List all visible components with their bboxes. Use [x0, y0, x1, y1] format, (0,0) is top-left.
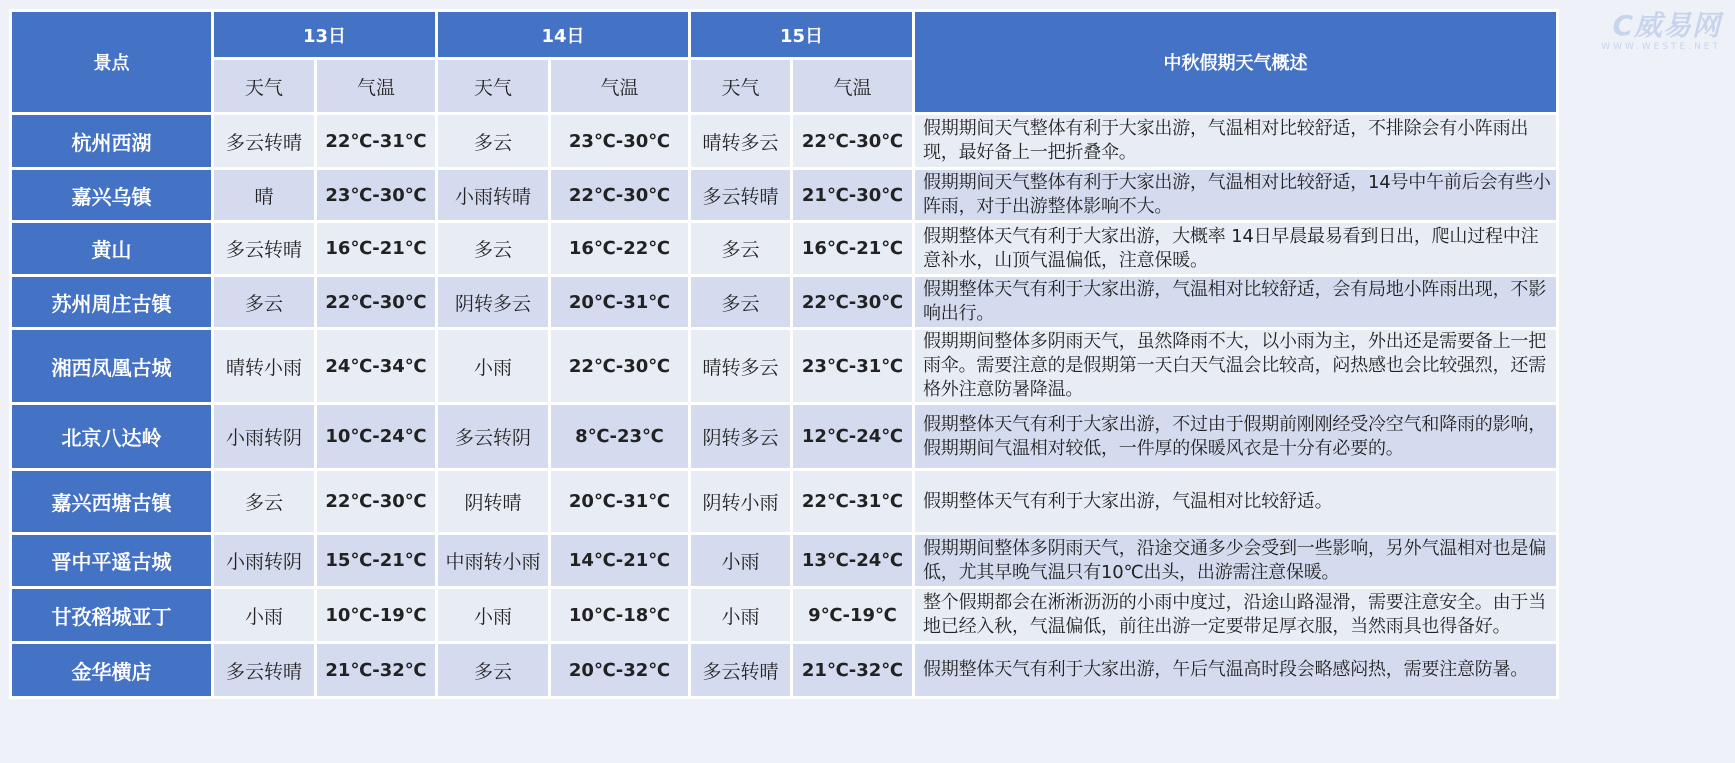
spot-name: 嘉兴乌镇	[12, 170, 211, 220]
temp-cell-d14: 22℃-30℃	[551, 330, 688, 402]
subheader-temp: 气温	[793, 60, 912, 112]
logo-brand: C威易网	[1612, 9, 1721, 42]
weather-cell-d13: 多云转晴	[214, 644, 314, 696]
weather-cell-d14: 多云	[438, 644, 548, 696]
header-row-days	[12, 12, 1556, 57]
weather-cell-d14: 中雨转小雨	[438, 535, 548, 586]
weather-cell-d15: 小雨	[691, 589, 790, 641]
weather-cell-d15: 阴转小雨	[691, 471, 790, 532]
table-row	[12, 170, 1556, 220]
weather-cell-d15: 晴转多云	[691, 330, 790, 402]
spot-name: 杭州西湖	[12, 115, 211, 167]
table-row	[12, 115, 1556, 167]
weather-cell-d13: 小雨	[214, 589, 314, 641]
table-row	[12, 223, 1556, 274]
weather-cell-d13: 小雨转阴	[214, 535, 314, 586]
temp-cell-d15: 22℃-30℃	[793, 115, 912, 167]
table-row	[12, 277, 1556, 327]
spot-name: 黄山	[12, 223, 211, 274]
temp-cell-d14: 14℃-21℃	[551, 535, 688, 586]
weather-cell-d14: 阴转多云	[438, 277, 548, 327]
weather-cell-d14: 小雨	[438, 330, 548, 402]
summary-cell: 假期期间整体多阴雨天气，虽然降雨不大，以小雨为主，外出还是需要备上一把雨伞。需要注意的是假期第一天白天气温会比较高，闷热感也会比较强烈，还需格外注意防暑降温。	[915, 330, 1556, 402]
temp-cell-d15: 22℃-30℃	[793, 277, 912, 327]
header-day-13: 13日	[214, 12, 435, 57]
spot-name: 湘西凤凰古城	[12, 330, 211, 402]
temp-cell-d13: 15℃-21℃	[317, 535, 435, 586]
temp-cell-d13: 22℃-30℃	[317, 277, 435, 327]
weather-table-container	[9, 9, 1559, 699]
temp-cell-d15: 22℃-31℃	[793, 471, 912, 532]
weather-cell-d14: 小雨转晴	[438, 170, 548, 220]
summary-cell: 假期整体天气有利于大家出游，午后气温高时段会略感闷热，需要注意防暑。	[915, 644, 1556, 696]
temp-cell-d13: 10℃-19℃	[317, 589, 435, 641]
temp-cell-d13: 21℃-32℃	[317, 644, 435, 696]
subheader-weather: 天气	[438, 60, 548, 112]
weather-cell-d14: 阴转晴	[438, 471, 548, 532]
temp-cell-d13: 10℃-24℃	[317, 405, 435, 468]
temp-cell-d14: 20℃-32℃	[551, 644, 688, 696]
header-day-15: 15日	[691, 12, 912, 57]
temp-cell-d14: 8℃-23℃	[551, 405, 688, 468]
temp-cell-d14: 10℃-18℃	[551, 589, 688, 641]
temp-cell-d15: 16℃-21℃	[793, 223, 912, 274]
weather-cell-d13: 晴	[214, 170, 314, 220]
summary-cell: 假期整体天气有利于大家出游，气温相对比较舒适，会有局地小阵雨出现，不影响出行。	[915, 277, 1556, 327]
summary-cell: 假期期间天气整体有利于大家出游，气温相对比较舒适，不排除会有小阵雨出现，最好备上一把折叠伞。	[915, 115, 1556, 167]
table-row	[12, 330, 1556, 402]
temp-cell-d15: 9℃-19℃	[793, 589, 912, 641]
weather-cell-d15: 小雨	[691, 535, 790, 586]
weather-cell-d13: 多云转晴	[214, 223, 314, 274]
weather-cell-d14: 多云转阴	[438, 405, 548, 468]
spot-name: 甘孜稻城亚丁	[12, 589, 211, 641]
weather-cell-d13: 多云转晴	[214, 115, 314, 167]
spot-name: 金华横店	[12, 644, 211, 696]
temp-cell-d13: 23℃-30℃	[317, 170, 435, 220]
weather-cell-d13: 多云	[214, 277, 314, 327]
temp-cell-d13: 22℃-31℃	[317, 115, 435, 167]
watermark-logo	[1601, 4, 1721, 52]
logo-url: WWW.WESTE.NET	[1601, 42, 1721, 52]
weather-cell-d15: 多云转晴	[691, 170, 790, 220]
weather-cell-d15: 阴转多云	[691, 405, 790, 468]
summary-cell: 假期期间整体多阴雨天气，沿途交通多少会受到一些影响，另外气温相对也是偏低，尤其早晚气温只有10℃出头，出游需注意保暖。	[915, 535, 1556, 586]
spot-name: 嘉兴西塘古镇	[12, 471, 211, 532]
temp-cell-d14: 16℃-22℃	[551, 223, 688, 274]
summary-cell: 整个假期都会在淅淅沥沥的小雨中度过，沿途山路湿滑，需要注意安全。由于当地已经入秋，气温偏低，前往出游一定要带足厚衣服，当然雨具也得备好。	[915, 589, 1556, 641]
temp-cell-d14: 22℃-30℃	[551, 170, 688, 220]
weather-cell-d14: 多云	[438, 223, 548, 274]
table-row	[12, 405, 1556, 468]
weather-cell-d14: 小雨	[438, 589, 548, 641]
table-body	[12, 115, 1556, 696]
weather-cell-d15: 多云	[691, 223, 790, 274]
header-summary: 中秋假期天气概述	[915, 12, 1556, 112]
temp-cell-d15: 21℃-32℃	[793, 644, 912, 696]
table-row	[12, 644, 1556, 696]
weather-cell-d14: 多云	[438, 115, 548, 167]
weather-cell-d15: 晴转多云	[691, 115, 790, 167]
temp-cell-d15: 21℃-30℃	[793, 170, 912, 220]
temp-cell-d13: 16℃-21℃	[317, 223, 435, 274]
summary-cell: 假期整体天气有利于大家出游，大概率 14日早晨最易看到日出，爬山过程中注意补水，山顶气温偏低，注意保暖。	[915, 223, 1556, 274]
summary-cell: 假期整体天气有利于大家出游，不过由于假期前刚刚经受冷空气和降雨的影响，假期期间气温相对较低，一件厚的保暖风衣是十分有必要的。	[915, 405, 1556, 468]
spot-name: 晋中平遥古城	[12, 535, 211, 586]
spot-name: 北京八达岭	[12, 405, 211, 468]
weather-cell-d13: 多云	[214, 471, 314, 532]
subheader-temp: 气温	[317, 60, 435, 112]
temp-cell-d14: 23℃-30℃	[551, 115, 688, 167]
weather-cell-d15: 多云	[691, 277, 790, 327]
temp-cell-d15: 12℃-24℃	[793, 405, 912, 468]
header-day-14: 14日	[438, 12, 688, 57]
summary-cell: 假期整体天气有利于大家出游，气温相对比较舒适。	[915, 471, 1556, 532]
table-row	[12, 589, 1556, 641]
temp-cell-d15: 13℃-24℃	[793, 535, 912, 586]
weather-cell-d13: 小雨转阴	[214, 405, 314, 468]
temp-cell-d15: 23℃-31℃	[793, 330, 912, 402]
temp-cell-d14: 20℃-31℃	[551, 277, 688, 327]
subheader-weather: 天气	[691, 60, 790, 112]
header-spot: 景点	[12, 12, 211, 112]
subheader-temp: 气温	[551, 60, 688, 112]
weather-table	[9, 9, 1559, 699]
temp-cell-d13: 22℃-30℃	[317, 471, 435, 532]
subheader-weather: 天气	[214, 60, 314, 112]
summary-cell: 假期期间天气整体有利于大家出游，气温相对比较舒适，14号中午前后会有些小阵雨，对于出游整体影响不大。	[915, 170, 1556, 220]
weather-cell-d13: 晴转小雨	[214, 330, 314, 402]
table-row	[12, 535, 1556, 586]
table-row	[12, 471, 1556, 532]
temp-cell-d13: 24℃-34℃	[317, 330, 435, 402]
spot-name: 苏州周庄古镇	[12, 277, 211, 327]
weather-cell-d15: 多云转晴	[691, 644, 790, 696]
temp-cell-d14: 20℃-31℃	[551, 471, 688, 532]
